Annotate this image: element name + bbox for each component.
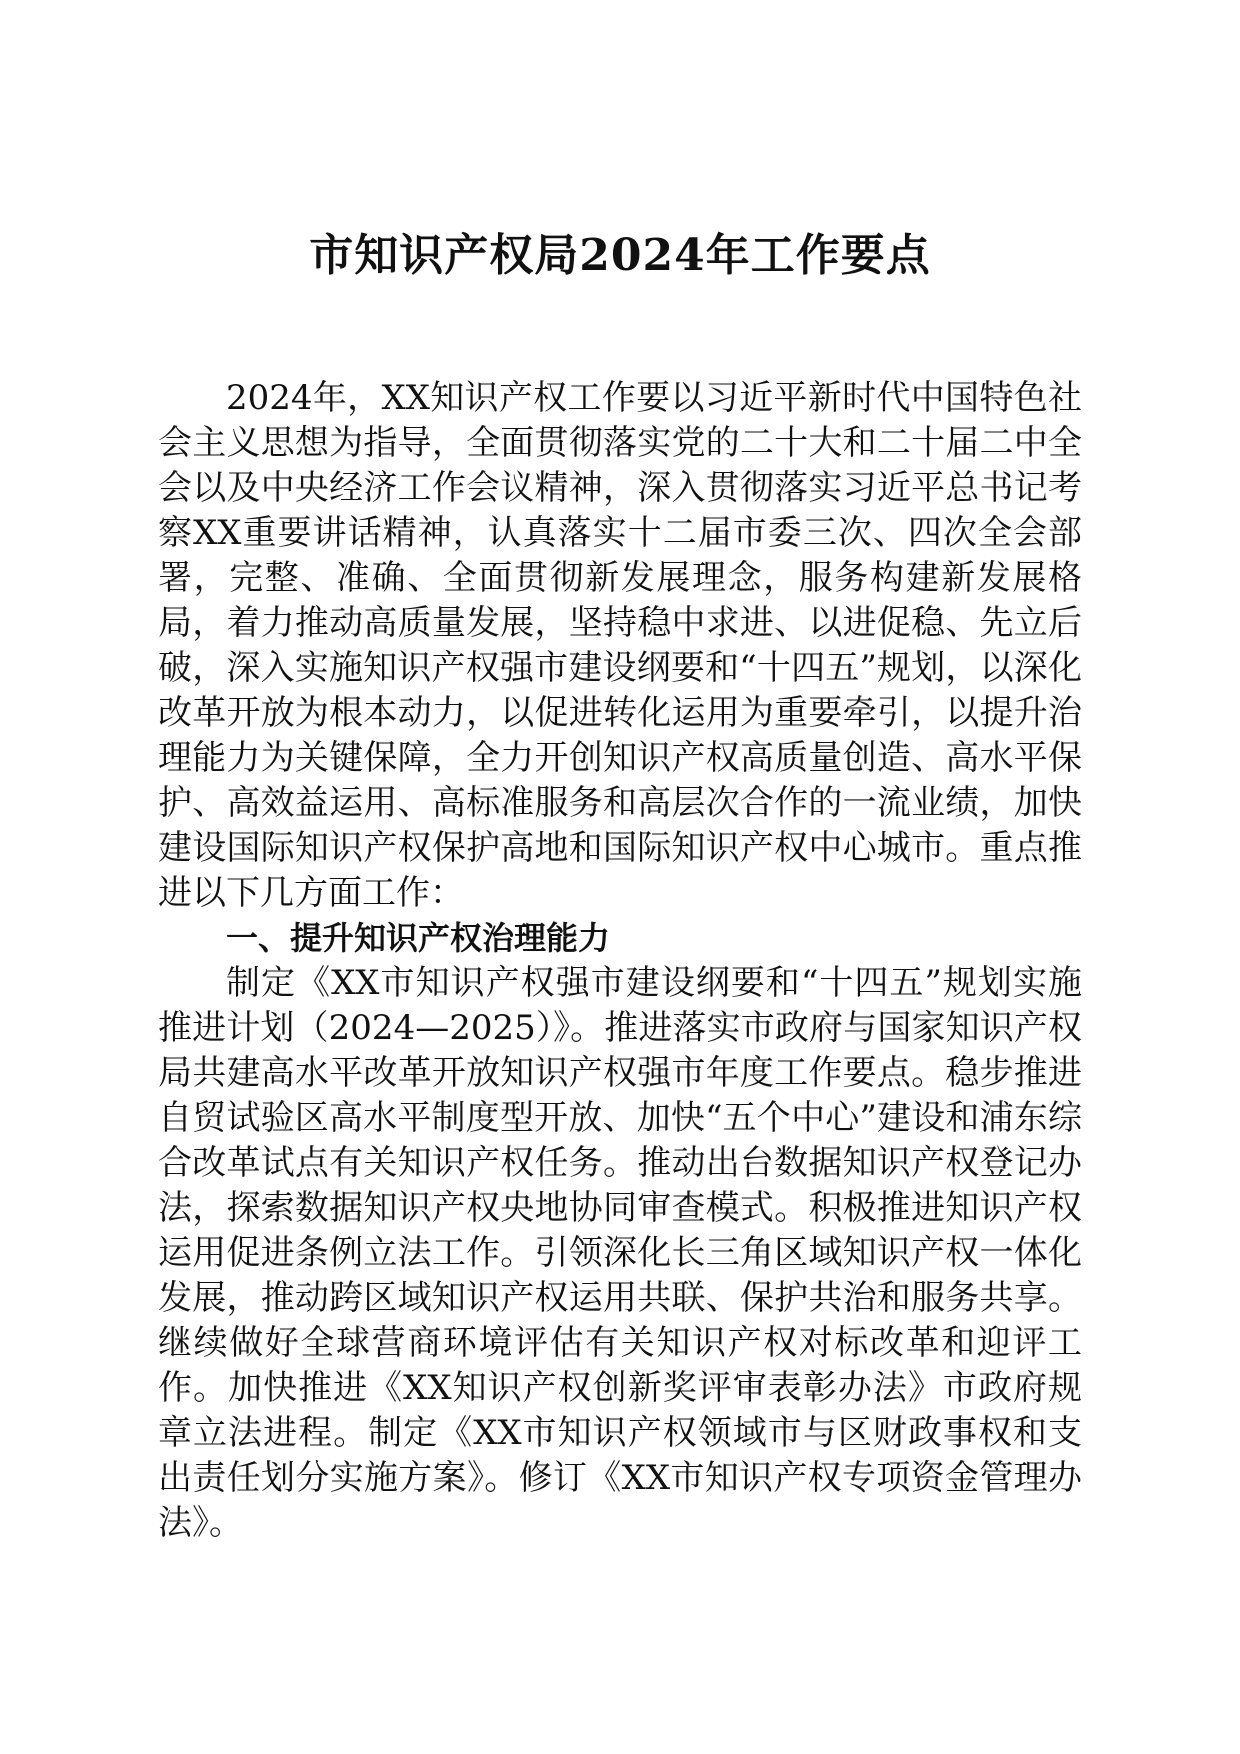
section-paragraph: 制定《XX市知识产权强市建设纲要和“十四五”规划实施推进计划（2024—2025）》。推进落实市政府与国家知识产权局共建高水平改革开放知识产权强市年度工作要点。稳步推进自贸试验区高水平制度型开放、加快“五个中心”建设和浦东综合改革试点有关知识产权任务。推动出台数据知识产权登记办法，探索数据知识产权央地协同审查模式。积极推进知识产权运用促进条例立法工作。引领深化长三角区域知识产权一体化发展，推动跨区域知识产权运用共联、保护共治和服务共享。继续做好全球营商环境评估有关知识产权对标改革和迎评工作。加快推进《XX知识产权创新奖评审表彰办法》市政府规章立法进程。制定《XX市知识产权领域市与区财政事权和支出责任划分实施方案》。修订《XX市知识产权专项资金管理办法》。 <box>158 963 1082 1543</box>
document-title: 市知识产权局2024年工作要点 <box>309 230 931 281</box>
intro-paragraph: 2024年，XX知识产权工作要以习近平新时代中国特色社会主义思想为指导，全面贯彻落实党的二十大和二十届二中全会以及中央经济工作会议精神，深入贯彻落实习近平总书记考察XX重要讲话精神，认真落实十二届市委三次、四次全会部署，完整、准确、全面贯彻新发展理念，服务构建新发展格局，着力推动高质量发展，坚持稳中求进、以进促稳、先立后破，深入实施知识产权强市建设纲要和“十四五”规划，以深化改革开放为根本动力，以促进转化运用为重要牵引，以提升治理能力为关键保障，全力开创知识产权高质量创造、高水平保护、高效益运用、高标准服务和高层次合作的一流业绩，加快建设国际知识产权保护高地和国际知识产权中心城市。重点推进以下几方面工作： <box>158 378 1082 913</box>
section-heading: 一、提升知识产权治理能力 <box>226 919 611 957</box>
document-body <box>158 376 1082 1546</box>
